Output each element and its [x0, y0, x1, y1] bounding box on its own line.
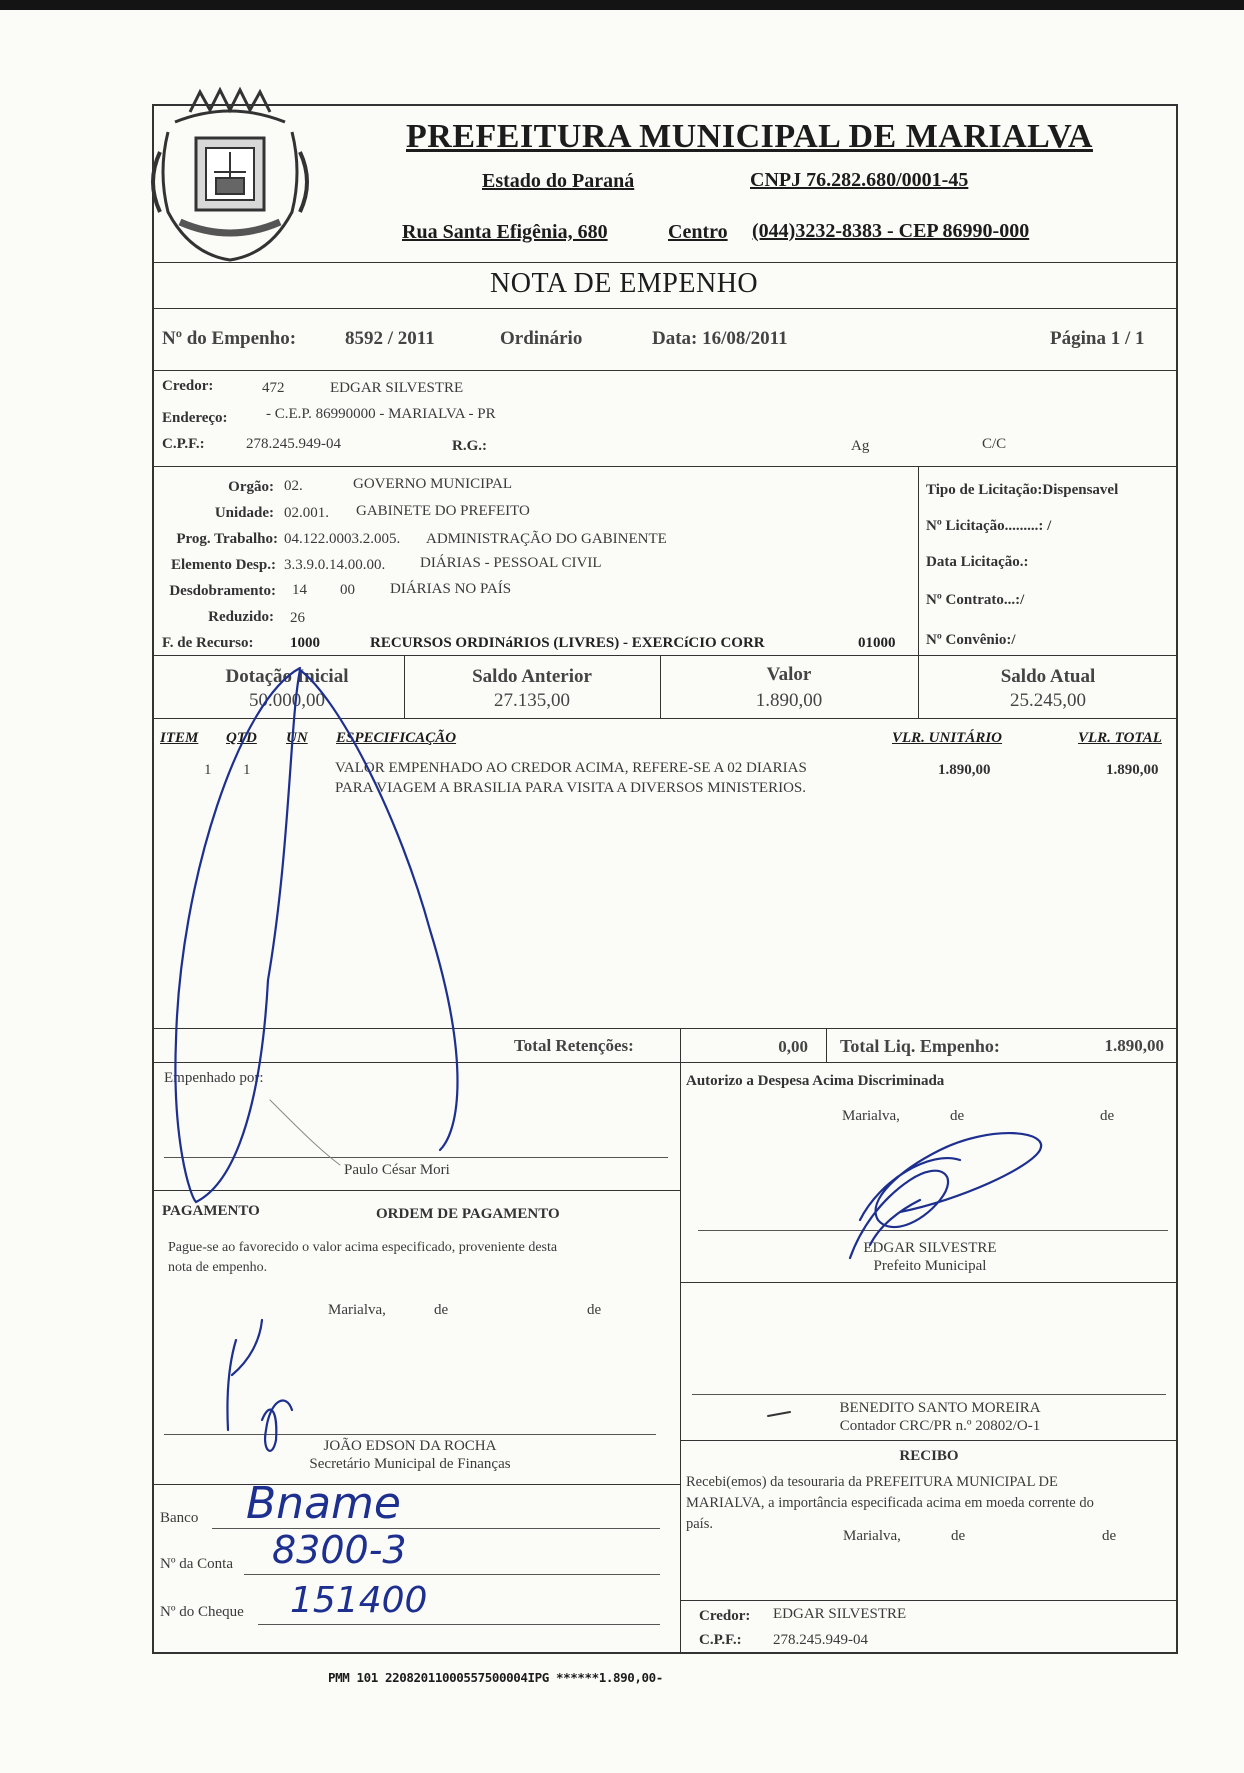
autorizo-de2: de — [1100, 1108, 1115, 1124]
orgao-code: 02. — [284, 478, 303, 494]
data-licitacao: Data Licitação.: — [926, 554, 1029, 570]
desdobramento-name: DIÁRIAS NO PAÍS — [390, 581, 512, 597]
recibo-cpf-value: 278.245.949-04 — [773, 1632, 868, 1648]
col-header-item: ITEM — [160, 730, 199, 746]
dotacao-value: 50.000,00 — [249, 690, 325, 711]
field-line — [244, 1574, 660, 1575]
pagamento-city: Marialva, — [328, 1302, 386, 1318]
footer-code: PMM 101 22082011000557500004IPG ******1.890,00- — [328, 1670, 663, 1685]
rule — [680, 1600, 1178, 1601]
desdobramento-code: 14 — [292, 582, 307, 598]
prefeito-role: Prefeito Municipal — [873, 1258, 987, 1274]
item-number: 1 — [204, 762, 212, 778]
cheque-label: Nº do Cheque — [160, 1604, 244, 1620]
numero-contrato: Nº Contrato...:/ — [926, 592, 1025, 608]
address: Rua Santa Efigênia, 680 — [402, 221, 608, 243]
signature-line — [692, 1394, 1166, 1395]
credor-label: Credor: — [162, 378, 214, 394]
retencoes-label: Total Retenções: — [514, 1036, 634, 1055]
empenho-label: Nº do Empenho: — [162, 328, 297, 349]
recurso-label: F. de Recurso: — [162, 635, 254, 651]
field-line — [258, 1624, 660, 1625]
recibo-city: Marialva, — [843, 1528, 901, 1544]
item-unit-value: 1.890,00 — [938, 762, 991, 778]
elemento-code: 3.3.9.0.14.00.00. — [284, 557, 386, 573]
cheque-handwritten: 151400 — [290, 1580, 428, 1621]
empenho-type: Ordinário — [500, 328, 583, 349]
credor-name: EDGAR SILVESTRE — [330, 380, 464, 396]
rule — [152, 262, 1178, 263]
desdobramento-label: Desdobramento: — [169, 583, 276, 599]
phone-cep: (044)3232-8383 - CEP 86990-000 — [752, 220, 1030, 242]
pagamento-de1: de — [434, 1302, 449, 1318]
rg-label: R.G.: — [452, 438, 487, 454]
orgao-label: Orgão: — [228, 479, 274, 495]
pagamento-label: PAGAMENTO — [162, 1203, 260, 1219]
secretario-role: Secretário Municipal de Finanças — [309, 1456, 511, 1472]
page-number: Página 1 / 1 — [1050, 328, 1145, 349]
rule — [152, 1190, 680, 1191]
pagamento-text-line1: Pague-se ao favorecido o valor acima especificado, proveniente desta — [168, 1240, 558, 1255]
signature-line — [164, 1157, 668, 1158]
col-header-especificacao: ESPECIFICAÇÃO — [336, 730, 457, 746]
col-header-un: UN — [286, 730, 308, 746]
signature-line — [164, 1434, 656, 1435]
empenho-number: 8592 / 2011 — [345, 328, 435, 349]
recibo-cpf-label: C.P.F.: — [699, 1632, 742, 1648]
recurso-number: 01000 — [858, 635, 896, 651]
prog-name: ADMINISTRAÇÃO DO GABINENTE — [426, 531, 667, 547]
cpf-value: 278.245.949-04 — [246, 436, 341, 452]
reduzido-label: Reduzido: — [208, 609, 274, 625]
tipo-licitacao: Tipo de Licitação:Dispensavel — [926, 482, 1119, 498]
rule — [680, 1282, 1178, 1283]
saldo-atual-label: Saldo Atual — [1000, 666, 1096, 687]
orgao-name: GOVERNO MUNICIPAL — [353, 476, 513, 492]
recibo-text-line1: Recebi(emos) da tesouraria da PREFEITURA MUNICIPAL DE — [686, 1474, 1058, 1490]
prefeito-name: EDGAR SILVESTRE — [863, 1240, 997, 1256]
rule — [152, 370, 1178, 371]
state-name: Estado do Paraná — [482, 170, 635, 192]
rule — [152, 718, 1178, 719]
elemento-label: Elemento Desp.: — [171, 557, 276, 573]
rule — [826, 1028, 827, 1062]
saldo-atual-value: 25.245,00 — [1010, 690, 1086, 711]
total-liquido-label: Total Liq. Empenho: — [840, 1036, 1000, 1056]
recibo-de1: de — [951, 1528, 966, 1544]
numero-licitacao: Nº Licitação.........: / — [926, 518, 1052, 534]
rule — [680, 1440, 1178, 1441]
saldo-anterior-label: Saldo Anterior — [472, 666, 592, 687]
ag-label: Ag — [851, 438, 870, 454]
banco-handwritten: Bname — [246, 1478, 401, 1529]
valor-label: Valor — [766, 664, 812, 685]
ordem-pagamento-label: ORDEM DE PAGAMENTO — [376, 1206, 560, 1222]
cnpj: CNPJ 76.282.680/0001-45 — [750, 169, 969, 191]
numero-convenio: Nº Convênio:/ — [926, 632, 1016, 648]
col-header-qtd: QTD — [226, 730, 257, 746]
item-spec-line2: PARA VIAGEM A BRASILIA PARA VISITA A DIVERSOS MINISTERIOS. — [335, 780, 806, 796]
recurso-name: RECURSOS ORDINáRIOS (LIVRES) - EXERCíCIO CORR — [370, 635, 765, 651]
recibo-text-line2: MARIALVA, a importância especificada acima em moeda corrente do — [686, 1495, 1094, 1511]
municipality-title: PREFEITURA MUNICIPAL DE MARIALVA — [406, 118, 1093, 155]
conta-label: Nº da Conta — [160, 1556, 233, 1572]
prog-code: 04.122.0003.2.005. — [284, 531, 401, 547]
pagamento-text-line2: nota de empenho. — [168, 1260, 268, 1275]
retencoes-value: 0,00 — [778, 1037, 808, 1056]
rule — [680, 1028, 681, 1654]
reduzido-value: 26 — [290, 610, 305, 626]
cpf-label: C.P.F.: — [162, 436, 205, 452]
scan-top-edge — [0, 0, 1244, 10]
dotacao-label: Dotação Inicial — [225, 666, 349, 687]
empenho-date: Data: 16/08/2011 — [652, 328, 788, 349]
item-spec-line1: VALOR EMPENHADO AO CREDOR ACIMA, REFERE-SE A 02 DIARIAS — [335, 760, 807, 776]
recurso-code: 1000 — [290, 635, 320, 651]
rule — [152, 655, 1178, 656]
autorizo-city: Marialva, — [842, 1108, 900, 1124]
rule — [918, 466, 919, 655]
cc-label: C/C — [982, 436, 1007, 452]
empenhado-name: Paulo César Mori — [344, 1162, 450, 1178]
rule — [152, 1028, 1178, 1029]
conta-handwritten: 8300-3 — [272, 1528, 407, 1572]
credor-code: 472 — [262, 380, 285, 396]
pagamento-de2: de — [587, 1302, 602, 1318]
item-qtd: 1 — [243, 762, 251, 778]
secretario-name: JOÃO EDSON DA ROCHA — [323, 1438, 497, 1454]
district: Centro — [668, 221, 728, 243]
valor-value: 1.890,00 — [755, 690, 823, 711]
empenhado-label: Empenhado por: — [164, 1070, 264, 1086]
contador-role: Contador CRC/PR n.º 20802/O-1 — [839, 1418, 1041, 1434]
rule — [152, 1484, 680, 1485]
recibo-text-line3: país. — [686, 1516, 713, 1532]
unidade-code: 02.001. — [284, 505, 329, 521]
endereco-label: Endereço: — [162, 410, 228, 426]
autorizo-de1: de — [950, 1108, 965, 1124]
col-header-vlr-total: VLR. TOTAL — [1078, 730, 1162, 746]
total-liquido-value: 1.890,00 — [1104, 1036, 1164, 1055]
col-header-vlr-unitario: VLR. UNITÁRIO — [892, 730, 1003, 746]
rule — [152, 466, 1178, 467]
unidade-label: Unidade: — [214, 505, 274, 521]
document-title: NOTA DE EMPENHO — [490, 268, 759, 299]
signature-line — [698, 1230, 1168, 1231]
rule — [152, 308, 1178, 309]
endereco-value: - C.E.P. 86990000 - MARIALVA - PR — [266, 406, 496, 422]
autorizo-label: Autorizo a Despesa Acima Discriminada — [686, 1073, 945, 1089]
recibo-de2: de — [1102, 1528, 1117, 1544]
recibo-credor-label: Credor: — [699, 1608, 751, 1624]
contador-name: BENEDITO SANTO MOREIRA — [839, 1400, 1041, 1416]
elemento-name: DIÁRIAS - PESSOAL CIVIL — [420, 555, 602, 571]
desdobramento-code2: 00 — [340, 582, 355, 598]
unidade-name: GABINETE DO PREFEITO — [356, 503, 530, 519]
prog-label: Prog. Trabalho: — [176, 531, 278, 547]
banco-label: Banco — [160, 1510, 199, 1526]
recibo-credor-name: EDGAR SILVESTRE — [773, 1606, 907, 1622]
rule — [152, 1062, 1178, 1063]
item-total-value: 1.890,00 — [1106, 762, 1159, 778]
recibo-label: RECIBO — [899, 1448, 959, 1464]
saldo-anterior-value: 27.135,00 — [494, 690, 570, 711]
